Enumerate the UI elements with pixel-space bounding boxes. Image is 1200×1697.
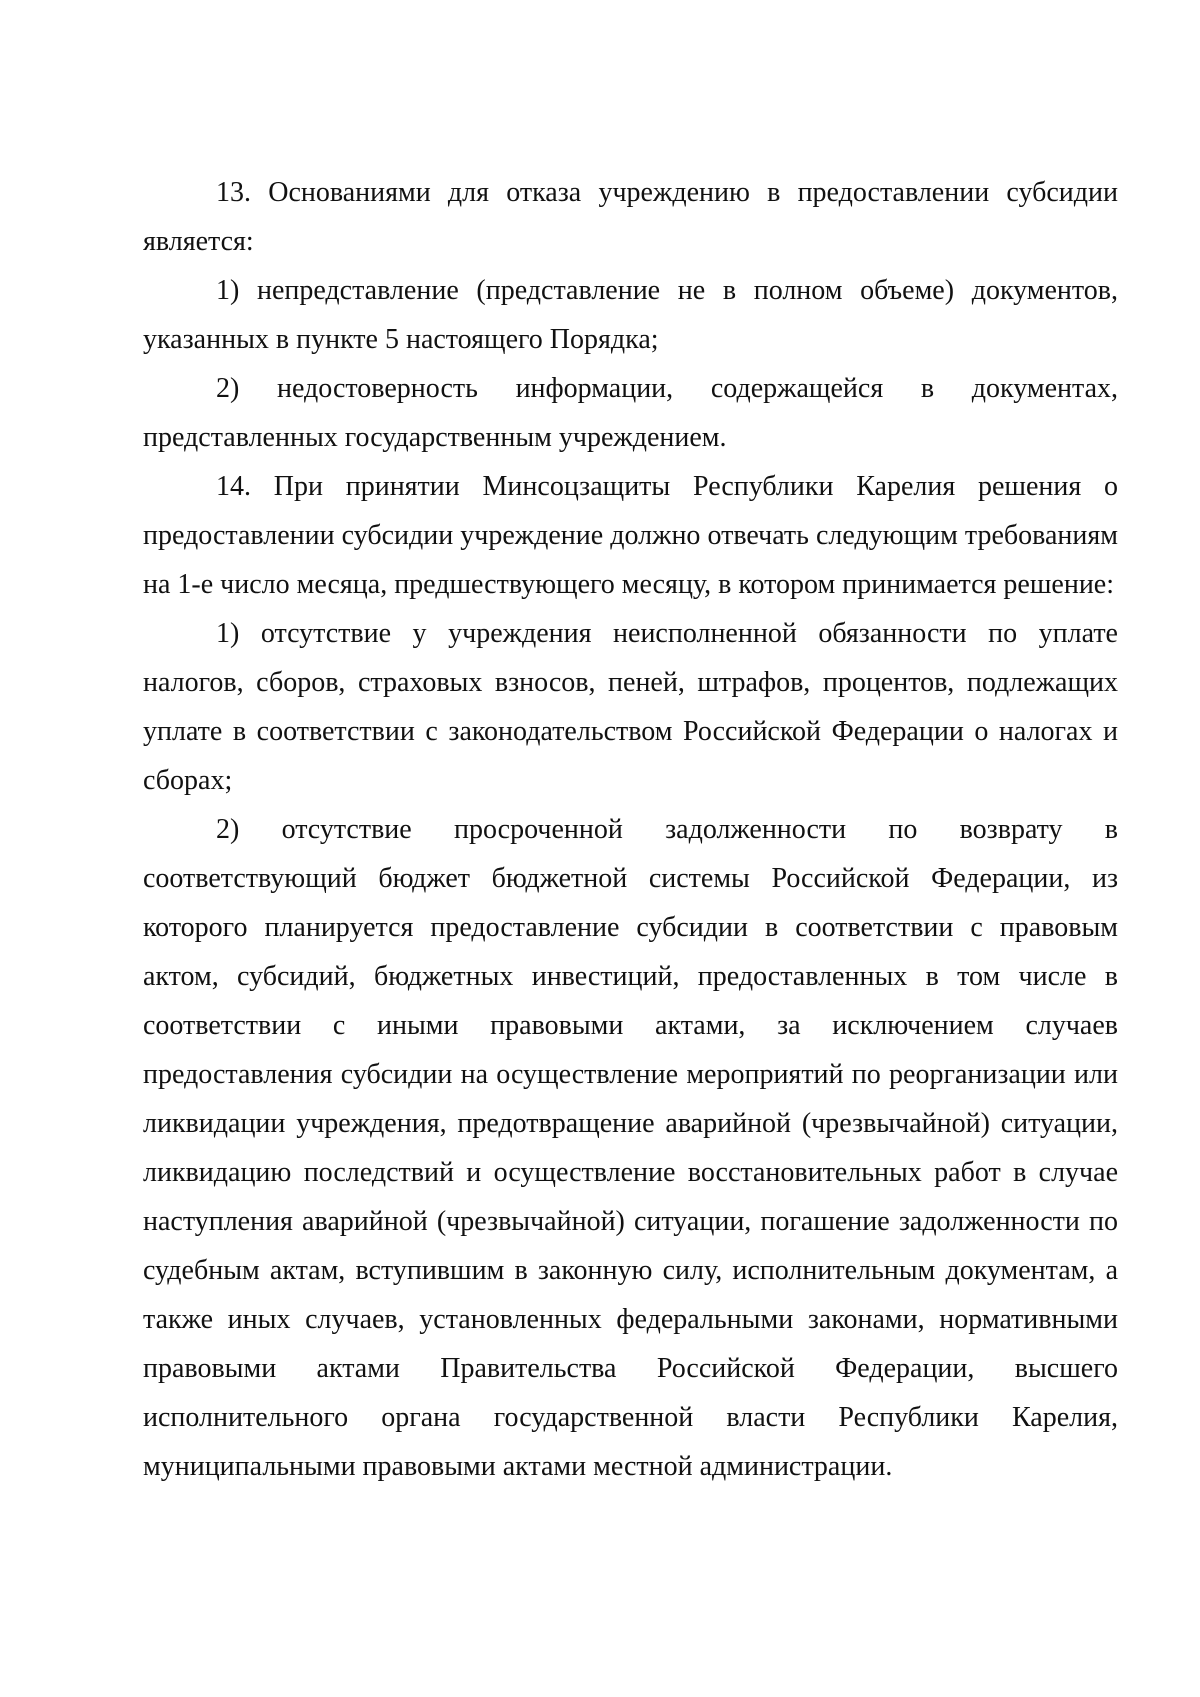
paragraph-13-item-2: 2) недостоверность информации, содержащейся в документах, представленных государственным учреждением. — [143, 373, 1118, 453]
paragraph-13: 13. Основаниями для отказа учреждению в предоставлении субсидии является: — [143, 177, 1118, 257]
paragraph-13-item-1: 1) непредставление (представление не в полном объеме) документов, указанных в пункте 5 настоящего Порядка; — [143, 275, 1118, 355]
document-page — [143, 168, 1118, 1491]
paragraph-14: 14. При принятии Минсоцзащиты Республики Карелия решения о предоставлении субсидии учреждение должно отвечать следующим требованиям на 1-е число месяца, предшествующего месяцу, в котором принимается решение: — [143, 471, 1118, 600]
paragraph-14-item-2: 2) отсутствие просроченной задолженности по возврату в соответствующий бюджет бюджетной системы Российской Федерации, из которого планируется предоставление субсидии в соответствии с правовым актом, субсидий, бюджетных инвестиций, предоставленных в том числе в соответствии с иными правовыми актами, за исключением случаев предоставления субсидии на осуществление мероприятий по реорганизации или ликвидации учреждения, предотвращение аварийной (чрезвычайной) ситуации, ликвидацию последствий и осуществление восстановительных работ в случае наступления аварийной (чрезвычайной) ситуации, погашение задолженности по судебным актам, вступившим в законную силу, исполнительным документам, а также иных случаев, установленных федеральными законами, нормативными правовыми актами Правительства Российской Федерации, высшего исполнительного органа государственной власти Республики Карелия, муниципальными правовыми актами местной администрации. — [143, 814, 1118, 1482]
paragraph-14-item-1: 1) отсутствие у учреждения неисполненной обязанности по уплате налогов, сборов, страховых взносов, пеней, штрафов, процентов, подлежащих уплате в соответствии с законодательством Российской Федерации о налогах и сборах; — [143, 618, 1118, 796]
